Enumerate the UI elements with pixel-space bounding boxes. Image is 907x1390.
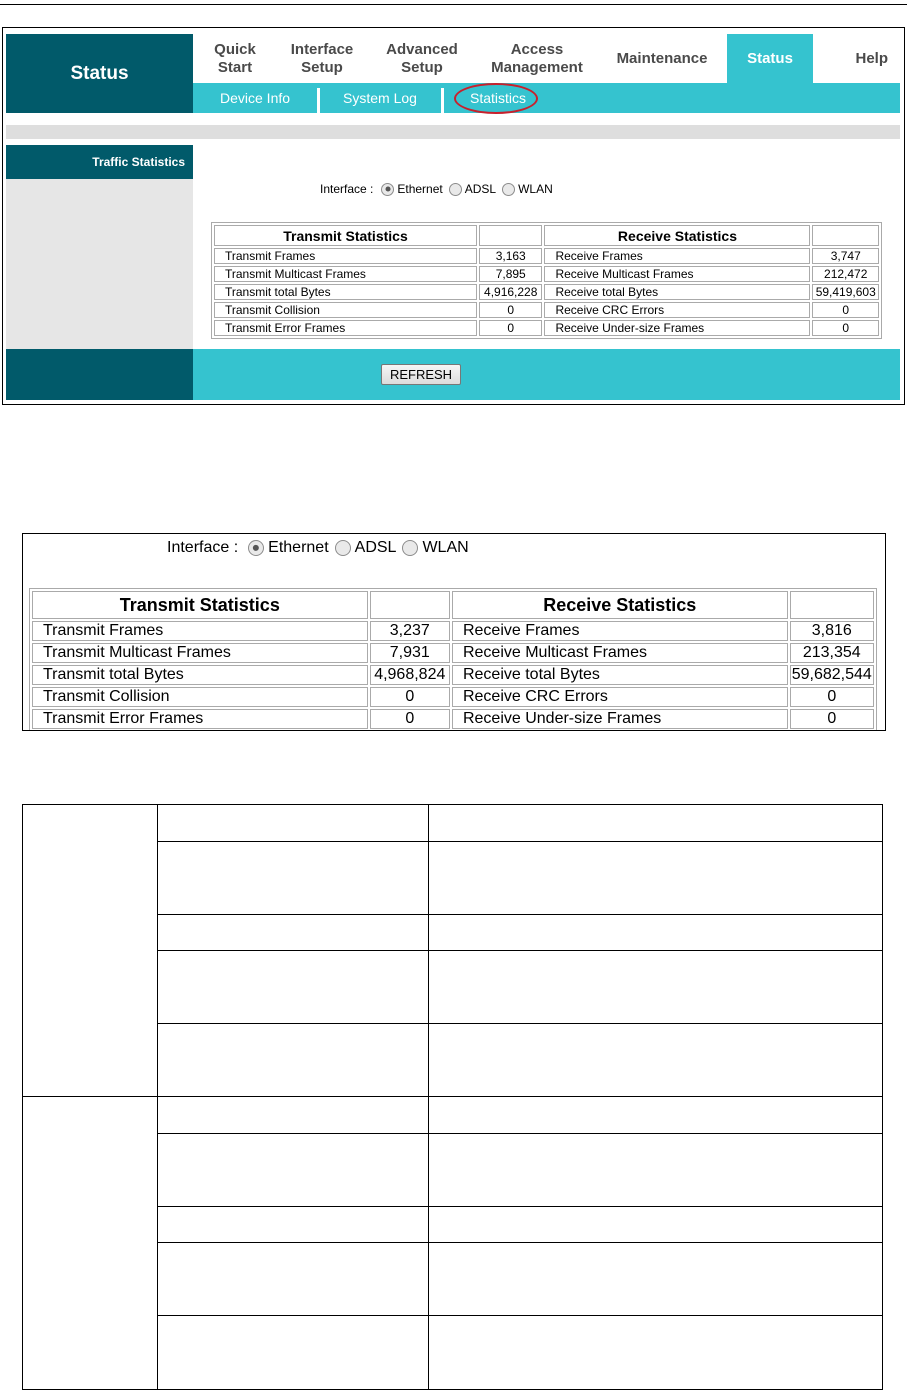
table-row — [214, 248, 879, 264]
interface-label: Interface : — [167, 539, 239, 556]
main-menu — [193, 34, 900, 83]
rx-label: Receive Multicast Frames — [544, 266, 810, 282]
table-row — [214, 320, 879, 336]
description-cell — [428, 805, 882, 842]
field-cell — [157, 1207, 428, 1243]
description-cell — [428, 915, 882, 951]
tx-label: Transmit Frames — [214, 248, 477, 264]
radio-wlan-label: WLAN — [422, 539, 469, 556]
receive-header: Receive Statistics — [544, 225, 810, 246]
submenu-separator — [441, 88, 444, 113]
tx-value: 0 — [370, 687, 450, 707]
tx-value: 4,968,824 — [370, 665, 450, 685]
tx-label: Transmit total Bytes — [214, 284, 477, 300]
transmit-header: Transmit Statistics — [214, 225, 477, 246]
description-cell — [428, 951, 882, 1024]
field-cell — [157, 1097, 428, 1134]
rx-value: 213,354 — [790, 643, 874, 663]
submenu-system-log[interactable]: System Log — [343, 90, 417, 106]
sidebar-traffic-statistics: Traffic Statistics — [6, 145, 193, 179]
menu-advanced-setup[interactable]: Advanced Setup — [386, 40, 458, 76]
table-row — [32, 709, 874, 729]
table-row — [23, 1097, 883, 1134]
field-cell — [157, 951, 428, 1024]
field-cell — [157, 915, 428, 951]
tx-value: 3,237 — [370, 621, 450, 641]
router-statistics-screenshot — [2, 27, 905, 405]
traffic-statistics-table — [29, 588, 877, 731]
table-row — [32, 643, 874, 663]
field-cell — [157, 1134, 428, 1207]
traffic-statistics-table — [211, 222, 882, 339]
table-row — [32, 621, 874, 641]
menu-status[interactable]: Status — [727, 34, 813, 83]
rx-value: 3,747 — [812, 248, 879, 264]
rx-value: 59,682,544 — [790, 665, 874, 685]
menu-maintenance[interactable]: Maintenance — [616, 49, 708, 67]
statistics-zoom-screenshot — [22, 533, 886, 731]
tx-label: Transmit Multicast Frames — [32, 643, 368, 663]
tx-value: 0 — [479, 320, 542, 336]
tx-value: 0 — [370, 709, 450, 729]
grey-divider-bar — [6, 125, 900, 139]
rx-label: Receive total Bytes — [452, 665, 788, 685]
rx-value: 0 — [790, 687, 874, 707]
group-cell-receive — [23, 1097, 158, 1390]
description-cell — [428, 1134, 882, 1207]
rx-label: Receive Under-size Frames — [544, 320, 810, 336]
tx-label: Transmit Collision — [32, 687, 368, 707]
radio-adsl-label: ADSL — [354, 539, 397, 556]
table-row — [214, 302, 879, 318]
description-cell — [428, 1243, 882, 1316]
description-cell — [428, 842, 882, 915]
group-cell-transmit — [23, 805, 158, 1097]
table-row — [214, 284, 879, 300]
footer-bar-left — [6, 349, 193, 400]
tx-value: 4,916,228 — [479, 284, 542, 300]
transmit-value-header — [370, 591, 450, 619]
brand-status-label: Status — [6, 34, 193, 113]
tx-label: Transmit Multicast Frames — [214, 266, 477, 282]
menu-access-management[interactable]: Access Management — [491, 40, 583, 76]
tx-label: Transmit Frames — [32, 621, 368, 641]
interface-label: Interface : — [320, 182, 374, 196]
radio-ethernet-label: Ethernet — [268, 539, 329, 556]
rx-value: 0 — [790, 709, 874, 729]
highlight-circle — [454, 83, 538, 114]
menu-help[interactable]: Help — [855, 49, 888, 67]
tx-value: 7,931 — [370, 643, 450, 663]
tx-value: 3,163 — [479, 248, 542, 264]
transmit-value-header — [479, 225, 542, 246]
footer-bar — [193, 349, 900, 400]
receive-value-header — [790, 591, 874, 619]
radio-adsl-label: ADSL — [464, 182, 497, 196]
receive-header: Receive Statistics — [452, 591, 788, 619]
field-cell — [157, 1024, 428, 1097]
rx-label: Receive Frames — [452, 621, 788, 641]
description-cell — [428, 1207, 882, 1243]
description-table — [22, 804, 883, 1390]
table-row — [23, 805, 883, 842]
tx-value: 7,895 — [479, 266, 542, 282]
rx-value: 59,419,603 — [812, 284, 879, 300]
tx-label: Transmit Error Frames — [32, 709, 368, 729]
refresh-button[interactable]: REFRESH — [381, 364, 461, 385]
table-row — [32, 687, 874, 707]
sidebar-fill — [6, 179, 193, 349]
submenu-statistics[interactable]: Statistics — [470, 90, 527, 106]
interface-selector — [167, 539, 471, 557]
table-row — [214, 266, 879, 282]
rx-value: 0 — [812, 320, 879, 336]
submenu-device-info[interactable]: Device Info — [220, 90, 291, 106]
field-cell — [157, 1243, 428, 1316]
rx-label: Receive Under-size Frames — [452, 709, 788, 729]
rx-value: 0 — [812, 302, 879, 318]
table-row — [32, 665, 874, 685]
menu-interface-setup[interactable]: Interface Setup — [290, 40, 354, 76]
tx-label: Transmit total Bytes — [32, 665, 368, 685]
tx-label: Transmit Collision — [214, 302, 477, 318]
description-cell — [428, 1316, 882, 1390]
receive-value-header — [812, 225, 879, 246]
tx-value: 0 — [479, 302, 542, 318]
rx-label: Receive Multicast Frames — [452, 643, 788, 663]
description-cell — [428, 1097, 882, 1134]
rx-label: Receive total Bytes — [544, 284, 810, 300]
radio-wlan-label: WLAN — [518, 182, 553, 196]
interface-selector — [320, 182, 553, 196]
menu-quick-start[interactable]: Quick Start — [214, 40, 256, 76]
rx-label: Receive CRC Errors — [544, 302, 810, 318]
transmit-header: Transmit Statistics — [32, 591, 368, 619]
rx-label: Receive CRC Errors — [452, 687, 788, 707]
description-cell — [428, 1024, 882, 1097]
header-rule — [0, 4, 907, 5]
radio-wlan[interactable] — [402, 540, 418, 556]
submenu-separator — [317, 88, 320, 113]
radio-ethernet[interactable] — [248, 540, 264, 556]
rx-value: 212,472 — [812, 266, 879, 282]
field-cell — [157, 1316, 428, 1390]
sub-menu — [193, 83, 900, 113]
field-cell — [157, 842, 428, 915]
radio-adsl[interactable] — [335, 540, 351, 556]
radio-adsl[interactable] — [449, 183, 462, 196]
field-cell — [157, 805, 428, 842]
radio-ethernet-label: Ethernet — [397, 182, 443, 196]
radio-ethernet[interactable] — [381, 183, 394, 196]
rx-value: 3,816 — [790, 621, 874, 641]
rx-label: Receive Frames — [544, 248, 810, 264]
tx-label: Transmit Error Frames — [214, 320, 477, 336]
radio-wlan[interactable] — [502, 183, 515, 196]
